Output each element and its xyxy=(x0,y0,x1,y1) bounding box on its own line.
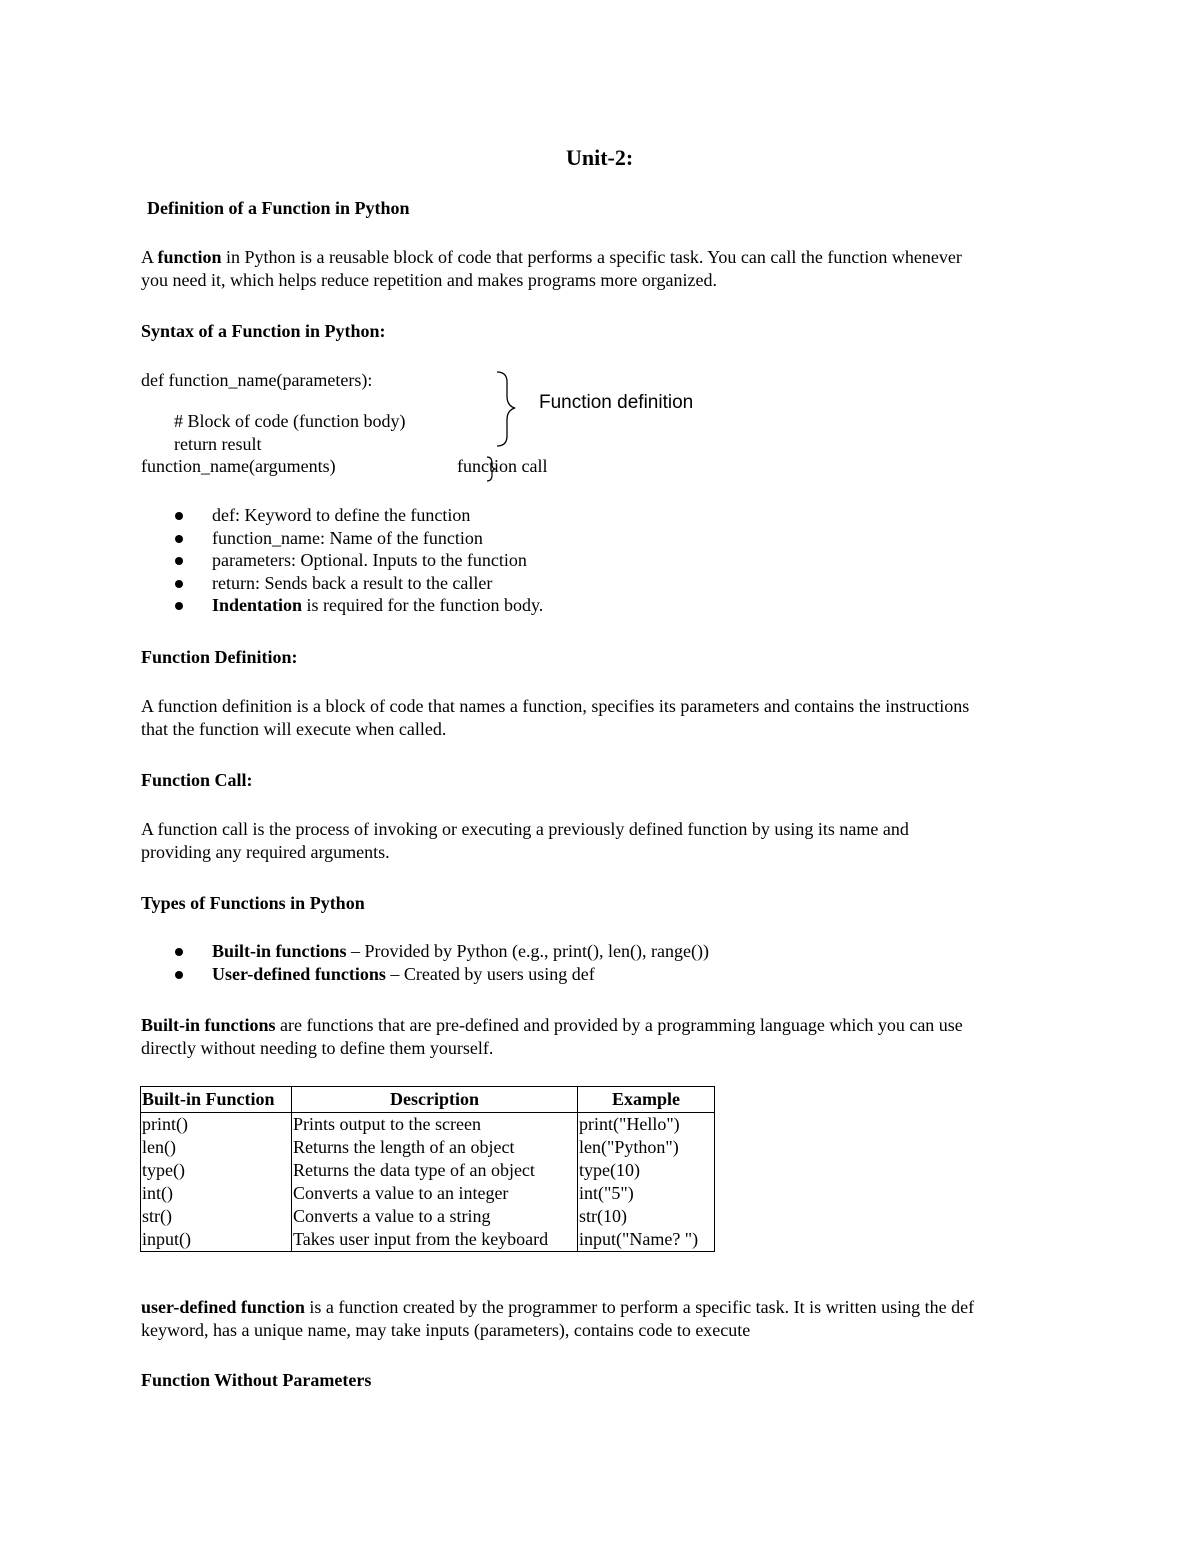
bullet-icon xyxy=(175,512,183,520)
list-item: parameters: Optional. Inputs to the function xyxy=(175,549,543,572)
table-cell: Converts a value to an integer xyxy=(292,1182,578,1205)
list-item: function_name: Name of the function xyxy=(175,527,543,550)
user-defined-paragraph-line1: user-defined function is a function created by the programmer to perform a specific task. It is written using the def xyxy=(141,1297,975,1317)
bullet-icon xyxy=(175,580,183,588)
definition-heading: Definition of a Function in Python xyxy=(147,198,410,218)
types-heading: Types of Functions in Python xyxy=(141,893,365,913)
code-line-call: function_name(arguments) xyxy=(141,456,336,476)
function-definition-line1: A function definition is a block of code that names a function, specifies its parameters and contains the instructions xyxy=(141,696,970,716)
definition-prefix: A xyxy=(141,247,158,267)
function-call-heading: Function Call: xyxy=(141,770,253,790)
function-call-label: function call xyxy=(457,456,548,476)
builtin-functions-table xyxy=(140,1086,715,1252)
table-cell: Takes user input from the keyboard xyxy=(292,1228,578,1252)
function-definition-brace xyxy=(495,368,525,450)
table-row xyxy=(141,1113,715,1137)
list-item: Indentation is required for the function body. xyxy=(175,594,543,617)
code-line-body-comment: # Block of code (function body) xyxy=(174,411,406,431)
function-definition-heading: Function Definition: xyxy=(141,647,298,667)
definition-paragraph-line1 xyxy=(141,246,962,269)
column-header: Built-in Function xyxy=(141,1087,292,1113)
bullet-icon xyxy=(175,971,183,979)
list-item: User-defined functions – Created by users using def xyxy=(175,963,709,986)
table-cell: input() xyxy=(141,1228,292,1252)
table-cell: len() xyxy=(141,1136,292,1159)
syntax-bullet-list xyxy=(175,504,543,617)
function-call-line2: providing any required arguments. xyxy=(141,842,390,862)
definition-text: in Python is a reusable block of code that performs a specific task. You can call the function whenever xyxy=(221,247,962,267)
table-cell: Returns the data type of an object xyxy=(292,1159,578,1182)
builtin-paragraph-line1: Built-in functions are functions that are pre-defined and provided by a programming language which you can use xyxy=(141,1015,963,1035)
bullet-icon xyxy=(175,557,183,565)
bullet-icon xyxy=(175,948,183,956)
table-cell: type() xyxy=(141,1159,292,1182)
table-cell: print() xyxy=(141,1113,292,1137)
table-cell: print("Hello") xyxy=(578,1113,715,1137)
table-cell: len("Python") xyxy=(578,1136,715,1159)
page-title: Unit-2: xyxy=(566,145,634,170)
table-row xyxy=(141,1159,715,1182)
no-params-heading: Function Without Parameters xyxy=(141,1370,372,1390)
list-item: return: Sends back a result to the caller xyxy=(175,572,543,595)
column-header: Description xyxy=(292,1087,578,1113)
syntax-heading: Syntax of a Function in Python: xyxy=(141,321,386,341)
definition-bold-term: function xyxy=(157,247,222,267)
table-cell: int() xyxy=(141,1182,292,1205)
code-line-def: def function_name(parameters): xyxy=(141,370,373,390)
builtin-paragraph-line2: directly without needing to define them yourself. xyxy=(141,1038,494,1058)
table-cell: Prints output to the screen xyxy=(292,1113,578,1137)
table-row xyxy=(141,1205,715,1228)
table-cell: int("5") xyxy=(578,1182,715,1205)
table-cell: input("Name? ") xyxy=(578,1228,715,1252)
table-header-row xyxy=(141,1087,715,1113)
function-definition-label: Function definition xyxy=(539,392,694,413)
table-cell: str() xyxy=(141,1205,292,1228)
table-cell: Returns the length of an object xyxy=(292,1136,578,1159)
table-row xyxy=(141,1136,715,1159)
function-call-line1: A function call is the process of invoking or executing a previously defined function by using its name and xyxy=(141,819,909,839)
table-cell: type(10) xyxy=(578,1159,715,1182)
table-row xyxy=(141,1182,715,1205)
function-call-brace xyxy=(484,455,498,483)
function-definition-line2: that the function will execute when called. xyxy=(141,719,447,739)
user-defined-paragraph-line2: keyword, has a unique name, may take inputs (parameters), contains code to execute xyxy=(141,1320,751,1340)
column-header: Example xyxy=(578,1087,715,1113)
types-bullet-list xyxy=(175,940,709,985)
table-row xyxy=(141,1228,715,1252)
list-item: def: Keyword to define the function xyxy=(175,504,543,527)
table-cell: str(10) xyxy=(578,1205,715,1228)
bullet-icon xyxy=(175,535,183,543)
bullet-icon xyxy=(175,602,183,610)
list-item: Built-in functions – Provided by Python (e.g., print(), len(), range()) xyxy=(175,940,709,963)
definition-paragraph-line2: you need it, which helps reduce repetition and makes programs more organized. xyxy=(141,270,717,290)
code-line-return: return result xyxy=(174,434,262,454)
table-cell: Converts a value to a string xyxy=(292,1205,578,1228)
